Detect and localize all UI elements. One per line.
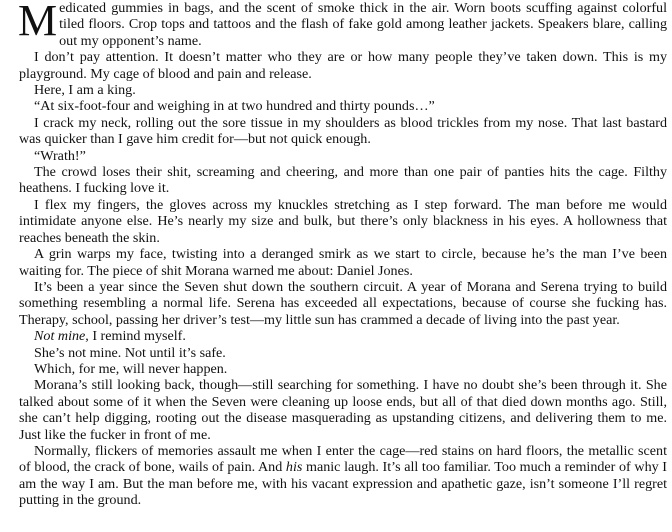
paragraph-4: “At six-foot-four and weighing in at two hundred and thirty pounds…” (34, 98, 435, 115)
paragraph-8: I flex my fingers, the gloves across my knuckles stretching as I step forward. The man before me would intimidate anyone else. He’s nearly my size and bulk, but there’s only blackness in his eyes. A hollowness that reaches beneath the skin. (19, 196, 667, 246)
paragraph-13: Which, for me, will never happen. (34, 360, 228, 377)
paragraph-text: edicated gummies in bags, and the scent of smoke thick in the air. Worn boots scuffing against colorful tiled floors. Crop tops and tattoos and the flash of fake gold among leather jackets. Speakers blare, calling out my opponent’s name. (59, 0, 667, 49)
italic-text: Not mine (34, 328, 86, 345)
paragraph-6: “Wrath!” (34, 147, 86, 164)
paragraph-9: A grin warps my face, twisting into a deranged smirk as we start to circle, because he’s the man I’ve been waiting for. The piece of shit Morana warned me about: Daniel Jones. (19, 246, 667, 279)
paragraph-15 (19, 443, 667, 509)
paragraph-3: Here, I am a king. (34, 82, 136, 99)
paragraph-text: Normally, flickers of memories assault me when I enter the cage—red stains on hard floors, the metallic scent of blood, the crack of bone, wails of pain. And (19, 442, 667, 476)
paragraph-7: The crowd loses their shit, screaming and cheering, and more than one pair of panties hits the cage. Filthy heathens. I fucking love it. (19, 164, 667, 197)
paragraph-12: She’s not mine. Not until it’s safe. (34, 344, 226, 361)
paragraph-14: Morana’s still looking back, though—still searching for something. I have no doubt she’s been through it. She talked about some of it when the Seven were cleaning up loose ends, but all of that died down months ago. Still, she can’t help digging, rooting out the disease masquerading as upstanding citizens, and delivering them to me. Just like the fucker in front of me. (19, 377, 667, 443)
paragraph-10: It’s been a year since the Seven shut down the southern circuit. A year of Morana and Serena trying to build something resembling a normal life. Serena has exceeded all expectations, because of course she fucking has. Therapy, school, passing her driver’s test—my little sun has crammed a decade of living into the past year. (19, 278, 667, 328)
drop-cap: M (18, 0, 58, 45)
paragraph-11 (19, 328, 667, 344)
italic-text: his (285, 459, 303, 476)
paragraph-5: I crack my neck, rolling out the sore tissue in my shoulders as blood trickles from my nose. That last bastard was quicker than I gave him credit for—but not quick enough. (19, 114, 667, 148)
paragraph-text: , I remind myself. (85, 328, 186, 345)
paragraph-2: I don’t pay attention. It doesn’t matter who they are or how many people they’ve taken down. This is my playground. My cage of blood and pain and release. (19, 49, 667, 82)
paragraph-1 (19, 0, 667, 49)
book-page (19, 0, 667, 509)
paragraph-text: manic laugh. It’s all too familiar. Too much a reminder of why I am the way I am. But the man before me, with his vacant expression and apathetic gaze, isn’t someone I’ll regret putting in the ground. (19, 459, 667, 509)
